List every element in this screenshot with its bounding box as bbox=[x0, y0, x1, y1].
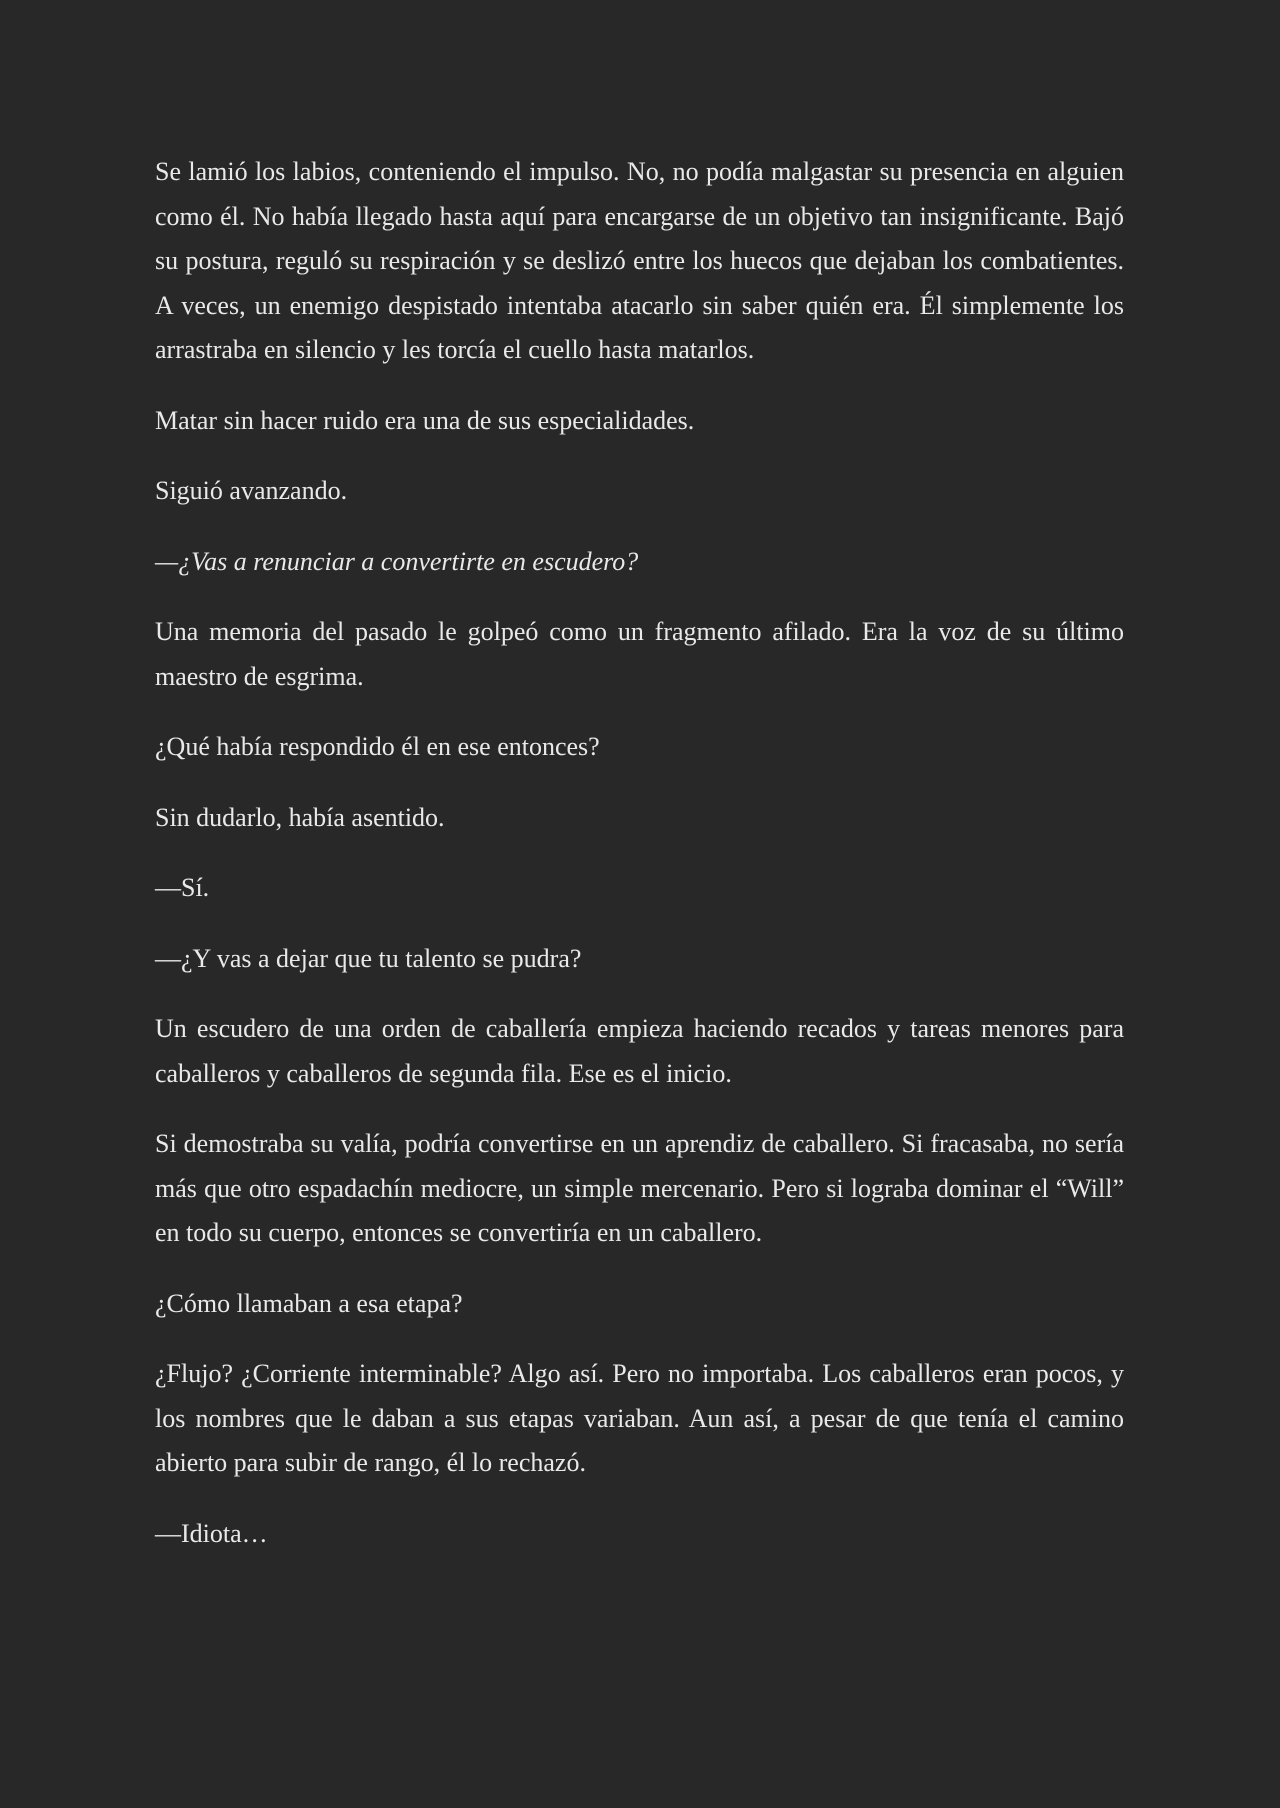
paragraph: Si demostraba su valía, podría convertirse en un aprendiz de caballero. Si fracasaba, no sería más que otro espadachín mediocre, un simple mercenario. Pero si lograba dominar el “Will” en todo su cuerpo, entonces se convertiría en un caballero. bbox=[155, 1129, 1124, 1247]
paragraph: Una memoria del pasado le golpeó como un fragmento afilado. Era la voz de su último maestro de esgrima. bbox=[155, 617, 1124, 691]
paragraph: ¿Cómo llamaban a esa etapa? bbox=[155, 1288, 463, 1318]
reader-page bbox=[155, 150, 1124, 1582]
italic-dialogue-paragraph: —¿Vas a renunciar a convertirte en escudero? bbox=[155, 546, 639, 576]
paragraph: Sin dudarlo, había asentido. bbox=[155, 802, 445, 832]
dialogue-paragraph: —Sí. bbox=[155, 873, 210, 902]
paragraph: Matar sin hacer ruido era una de sus especialidades. bbox=[155, 405, 695, 435]
paragraph: Se lamió los labios, conteniendo el impulso. No, no podía malgastar su presencia en alguien como él. No había llegado hasta aquí para encargarse de un objetivo tan insignificante. Bajó su postura, reguló su respiración y se deslizó entre los huecos que dejaban los combatientes. A veces, un enemigo despistado intentaba atacarlo sin saber quién era. Él simplemente los arrastraba en silencio y les torcía el cuello hasta matarlos. bbox=[155, 157, 1124, 364]
paragraph: Siguió avanzando. bbox=[155, 476, 348, 505]
paragraph: ¿Flujo? ¿Corriente interminable? Algo así. Pero no importaba. Los caballeros eran pocos, y los nombres que le daban a sus etapas variaban. Aun así, a pesar de que tenía el camino abierto para subir de rango, él lo rechazó. bbox=[155, 1359, 1124, 1477]
paragraph: Un escudero de una orden de caballería empieza haciendo recados y tareas menores para caballeros y caballeros de segunda fila. Ese es el inicio. bbox=[155, 1014, 1124, 1088]
dialogue-paragraph: —Idiota… bbox=[155, 1518, 268, 1548]
dialogue-paragraph: —¿Y vas a dejar que tu talento se pudra? bbox=[155, 943, 582, 973]
paragraph: ¿Qué había respondido él en ese entonces? bbox=[155, 732, 600, 761]
